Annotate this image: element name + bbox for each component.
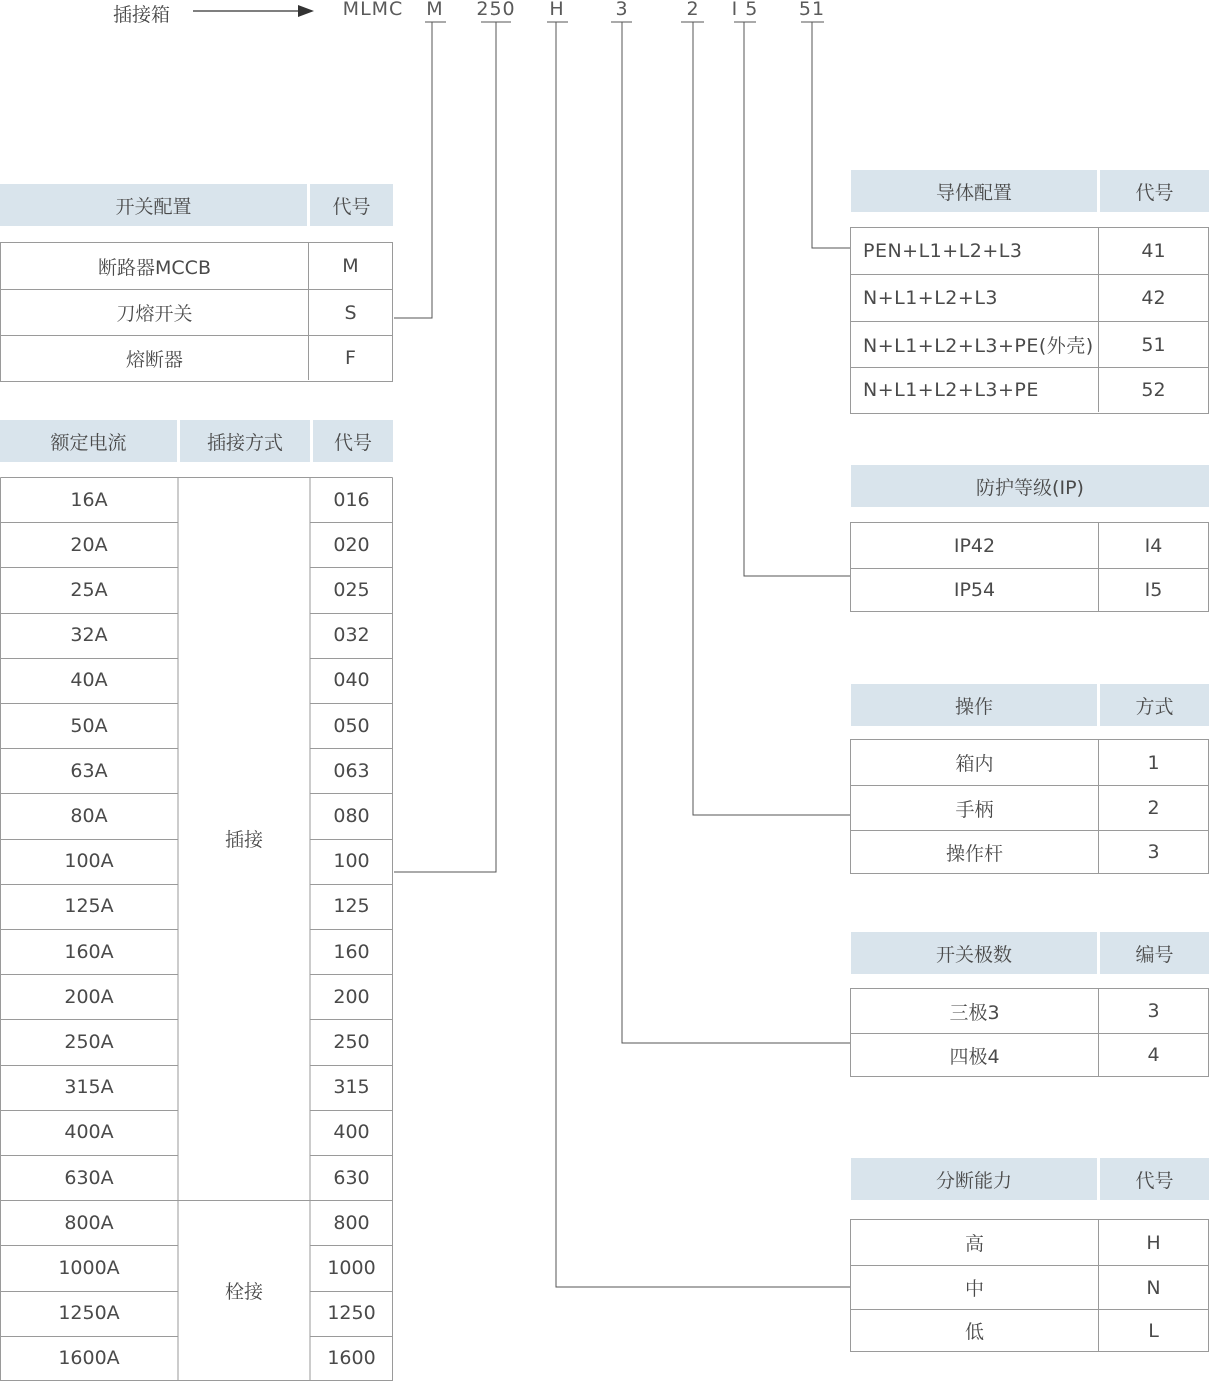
rated-current-cell: 1600A [58, 1347, 120, 1370]
table-row: 中 N [851, 1265, 1208, 1309]
rated-current-cell: 100A [64, 850, 114, 873]
rated-current-code-cell: 032 [333, 624, 370, 647]
rated-current-code-cell: 400 [333, 1121, 370, 1144]
rated-current-code-cell: 125 [333, 895, 370, 918]
rated-current-cell: 630A [64, 1166, 114, 1189]
rated-current-code-cell: 100 [333, 850, 370, 873]
line-250 [394, 22, 496, 872]
line-i5 [744, 22, 851, 576]
rated-current-code-cell: 1000 [327, 1256, 376, 1279]
rated-current-table [0, 477, 393, 1383]
line-51 [812, 22, 851, 248]
rated-current-cell: 125A [64, 895, 114, 918]
table-row: N+L1+L2+L3+PE 52 [851, 367, 1208, 412]
rated-current-code-cell: 020 [333, 533, 370, 556]
code-switch: M [426, 0, 444, 20]
switch-config-title: 开关配置 [115, 195, 192, 218]
connection-method-title: 插接方式 [177, 420, 310, 462]
rated-current-code-cell: 200 [333, 985, 370, 1008]
poles-title: 开关极数 [935, 943, 1012, 966]
method-bolt: 栓接 [224, 1281, 263, 1303]
code-prefix: MLMC [342, 0, 404, 20]
rated-current-cell: 1000A [58, 1256, 120, 1279]
code-poles: 3 [615, 0, 629, 20]
rated-current-cell: 32A [70, 624, 108, 647]
table-row: 刀熔开关 S [1, 289, 392, 335]
rated-current-cell: 16A [70, 488, 108, 511]
conductor-title: 导体配置 [935, 181, 1012, 204]
rated-current-code-cell: 063 [333, 759, 370, 782]
rated-current-code-cell: 250 [333, 1030, 370, 1053]
switch-config-code-title: 代号 [307, 184, 393, 226]
line-h [556, 22, 851, 1287]
rated-current-code-cell: 1600 [327, 1347, 376, 1370]
breaking-header [851, 1158, 1209, 1200]
protection-header [851, 465, 1209, 507]
switch-config-header [0, 184, 393, 226]
operation-header [851, 684, 1209, 726]
line-3 [622, 22, 851, 1043]
rated-current-header [0, 420, 393, 462]
conductor-code-title: 代号 [1097, 170, 1209, 212]
table-row: 手柄 2 [851, 785, 1208, 830]
conductor-table [850, 227, 1209, 414]
rated-current-title: 额定电流 [50, 431, 127, 454]
rated-current-code-cell: 630 [333, 1166, 370, 1189]
table-row: 低 L [851, 1309, 1208, 1351]
rated-current-cell: 250A [64, 1030, 114, 1053]
table-row: IP54 I5 [851, 568, 1208, 611]
rated-current-cell: 20A [70, 533, 108, 556]
rated-current-code-cell: 025 [333, 578, 370, 601]
poles-code-title: 编号 [1097, 932, 1209, 974]
line-2 [693, 22, 851, 815]
switch-config-table [0, 242, 393, 382]
table-row: 四极4 4 [851, 1033, 1208, 1076]
rated-current-cell: 800A [64, 1211, 114, 1234]
table-row: N+L1+L2+L3+PE(外壳) 51 [851, 321, 1208, 367]
poles-table [850, 988, 1209, 1077]
operation-table [850, 739, 1209, 874]
code-conductor: 51 [798, 0, 826, 20]
rated-current-code-title: 代号 [310, 420, 393, 462]
method-plug: 插接 [224, 829, 263, 851]
rated-current-cell: 1250A [58, 1302, 120, 1325]
rated-current-code-cell: 080 [333, 804, 370, 827]
rated-current-cell: 200A [64, 985, 114, 1008]
rated-current-code-cell: 160 [333, 940, 370, 963]
arrow-head [298, 5, 314, 17]
breaking-code-title: 代号 [1097, 1158, 1209, 1200]
operation-code-title: 方式 [1097, 684, 1209, 726]
poles-header [851, 932, 1209, 974]
rated-current-cell: 50A [70, 714, 108, 737]
table-row: 操作杆 3 [851, 830, 1208, 873]
table-row: PEN+L1+L2+L3 41 [851, 228, 1208, 274]
table-row: 箱内 1 [851, 740, 1208, 785]
rated-current-code-cell: 315 [333, 1076, 370, 1099]
rated-current-code-cell: 050 [333, 714, 370, 737]
table-row: IP42 I4 [851, 523, 1208, 568]
code-breaking: H [549, 0, 565, 20]
rated-current-cell: 63A [70, 759, 108, 782]
code-current: 250 [476, 0, 516, 20]
rated-current-cell: 80A [70, 804, 108, 827]
rated-current-cell: 400A [64, 1121, 114, 1144]
rated-current-code-cell: 016 [333, 488, 370, 511]
rated-current-cell: 160A [64, 940, 114, 963]
rated-current-cell: 40A [70, 669, 108, 692]
operation-title: 操作 [954, 695, 993, 718]
table-row: 断路器MCCB M [1, 243, 392, 289]
code-operation: 2 [686, 0, 700, 20]
breaking-table [850, 1219, 1209, 1352]
table-row: 高 H [851, 1220, 1208, 1265]
rated-current-code-cell: 040 [333, 669, 370, 692]
rated-current-cell: 315A [64, 1076, 114, 1099]
table-row: N+L1+L2+L3 42 [851, 274, 1208, 321]
code-protection: I 5 [731, 0, 759, 20]
rated-current-code-cell: 800 [333, 1211, 370, 1234]
breaking-title: 分断能力 [935, 1169, 1012, 1192]
line-m [394, 22, 432, 318]
protection-table [850, 522, 1209, 612]
rated-current-cell: 25A [70, 578, 108, 601]
protection-title: 防护等级(IP) [976, 476, 1084, 499]
box-label: 插接箱 [113, 4, 171, 26]
table-row: 熔断器 F [1, 335, 392, 380]
rated-current-code-cell: 1250 [327, 1302, 376, 1325]
conductor-header [851, 170, 1209, 212]
table-row: 三极3 3 [851, 989, 1208, 1033]
